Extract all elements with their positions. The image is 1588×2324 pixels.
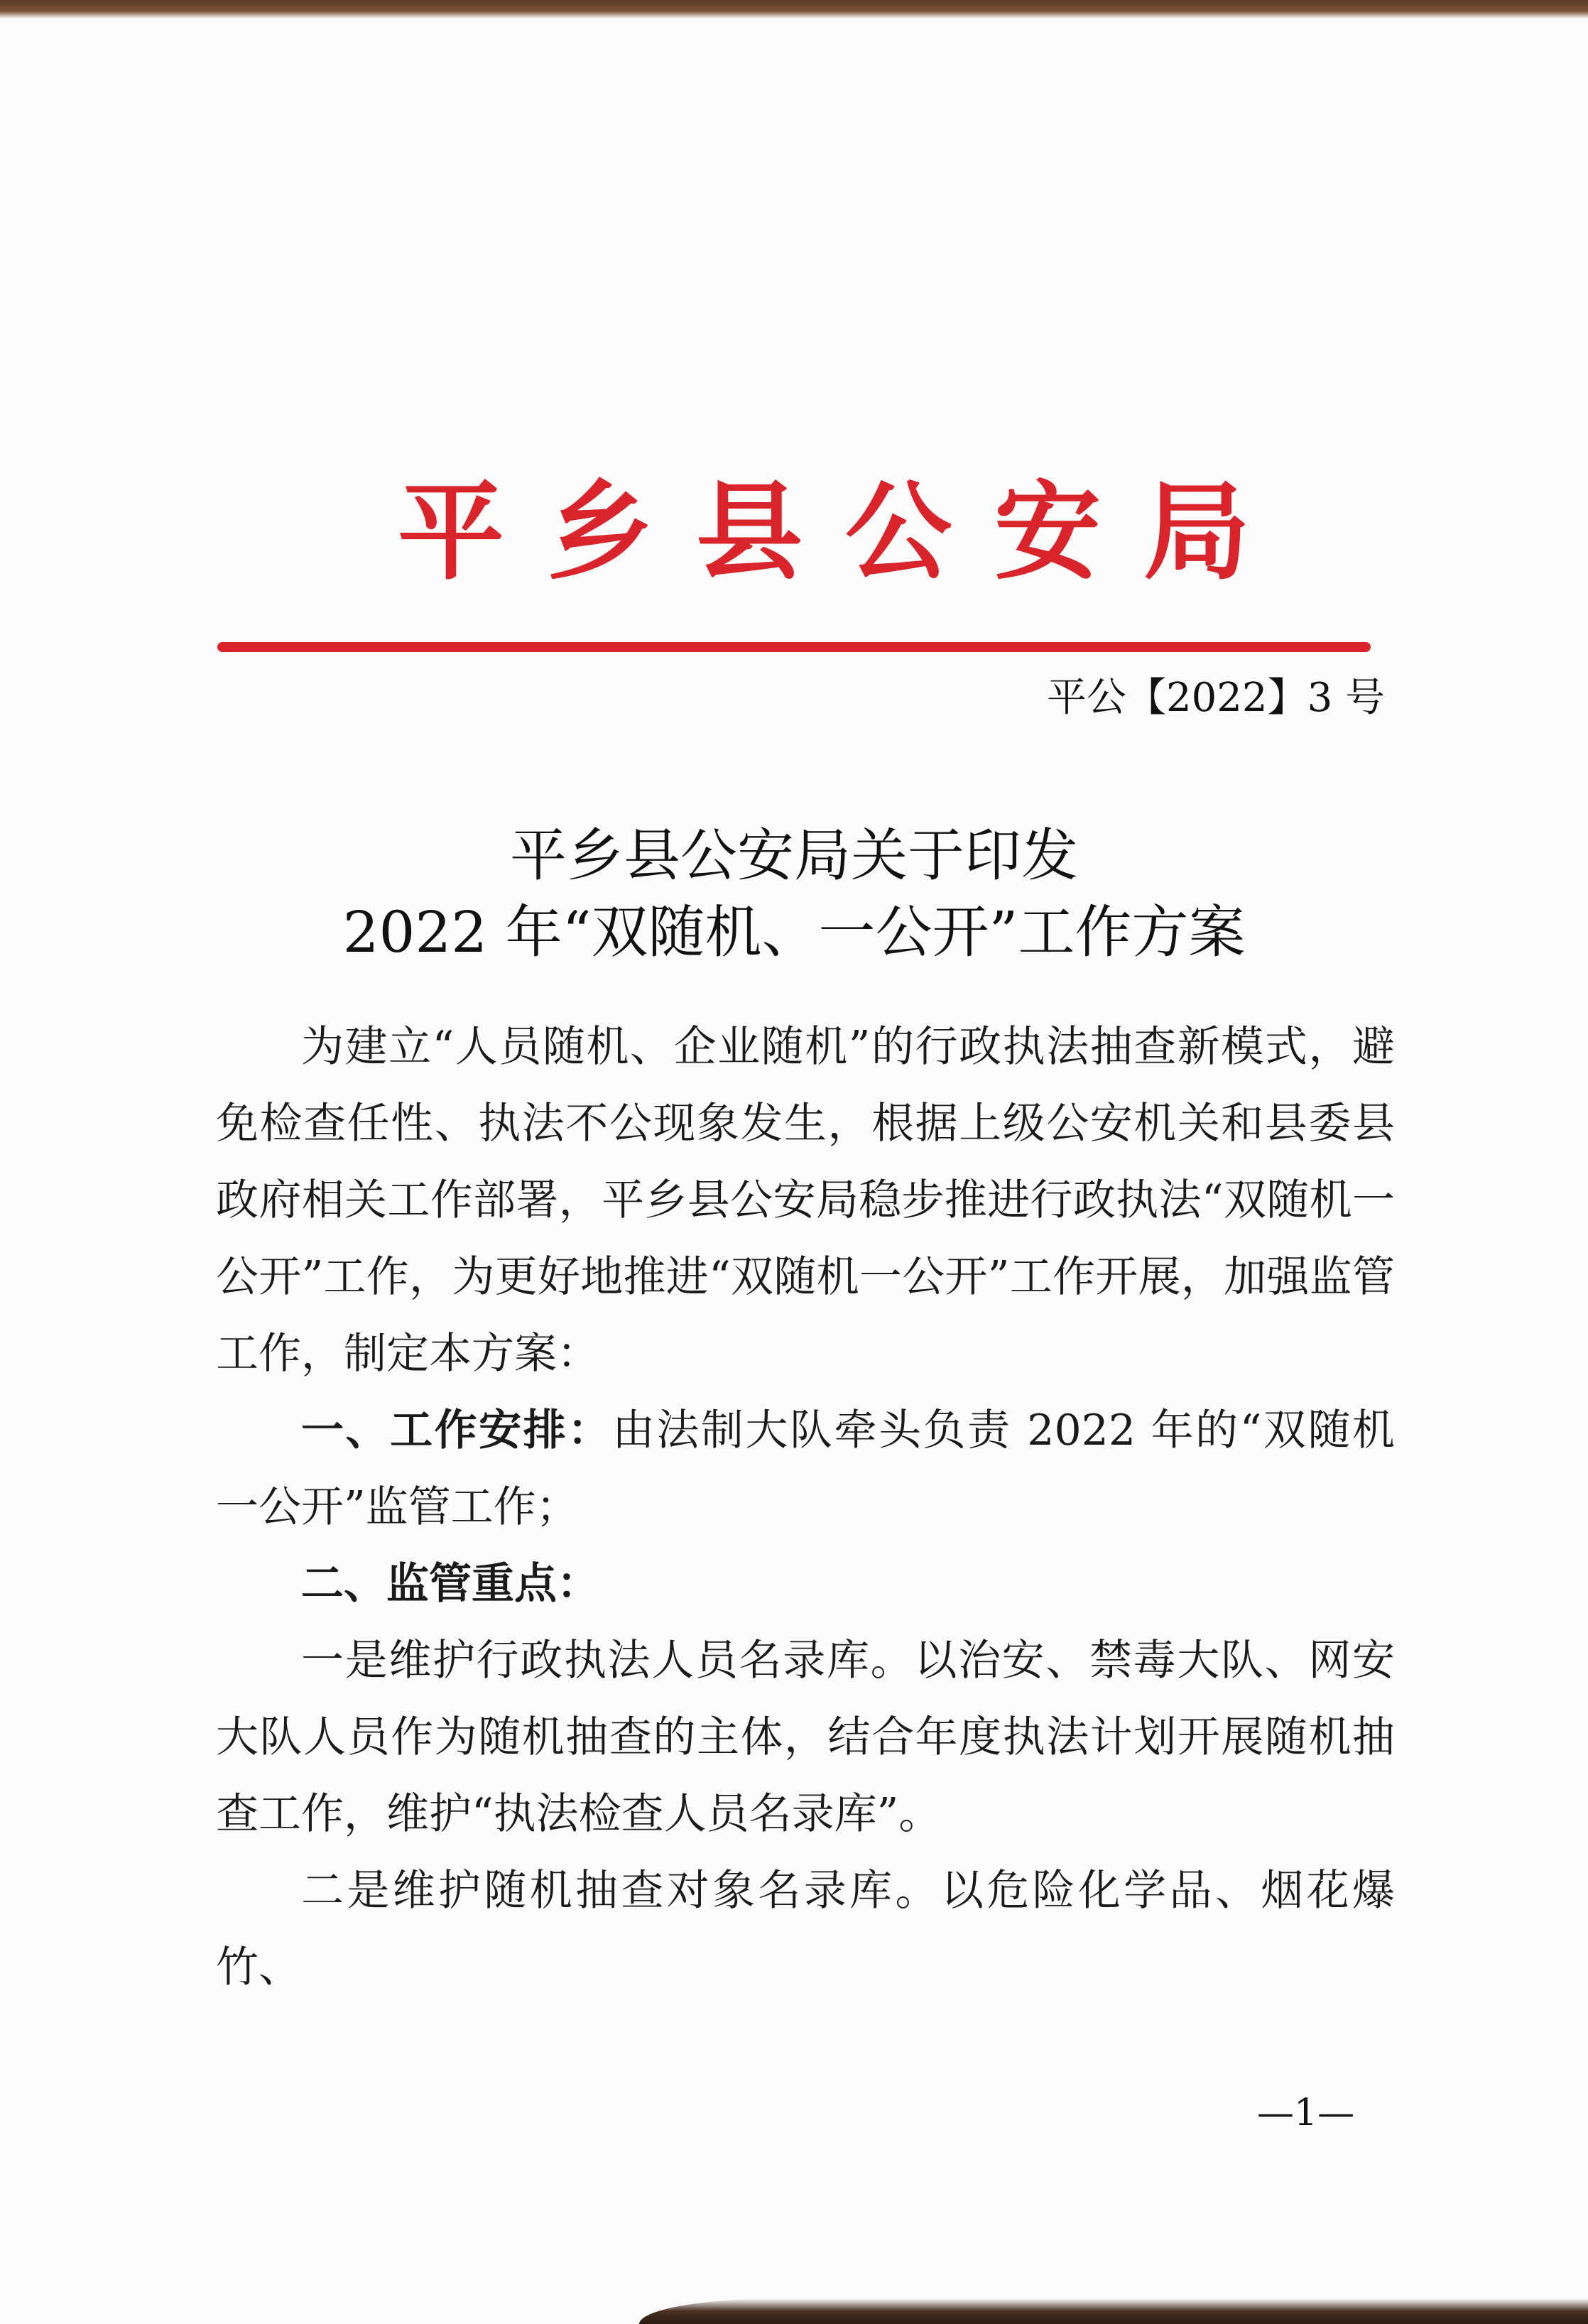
document-number: 平公【2022】3 号 [1047, 675, 1385, 721]
paper-bottom-edge [639, 2298, 1588, 2324]
document-title-line-1: 平乡县公安局关于印发 [510, 822, 1078, 889]
section-1-heading: 一、工作安排： [301, 1406, 612, 1455]
point-2-paragraph: 二是维护随机抽查对象名录库。以危险化学品、烟花爆竹、 [216, 1866, 1395, 1992]
document-body [216, 1009, 1395, 2006]
section-2-paragraph [216, 1546, 1395, 1622]
page-number: —1— [1257, 2092, 1355, 2134]
point-1-paragraph: 一是维护行政执法人员名录库。以治安、禁毒大队、网安大队人员作为随机抽查的主体，结合年度执法计划开展随机抽查工作，维护“执法检查人员名录库”。 [216, 1636, 1395, 1839]
intro-paragraph: 为建立“人员随机、企业随机”的行政执法抽查新模式，避免检查任性、执法不公现象发生，根据上级公安机关和县委县政府相关工作部署，平乡县公安局稳步推进行政执法“双随机一公开”工作，为更好地推进“双随机一公开”工作开展，加强监管工作，制定本方案： [216, 1022, 1395, 1379]
agency-letterhead: 平乡县公安局 [398, 471, 1293, 594]
document-title-line-2: 2022 年“双随机、一公开”工作方案 [342, 899, 1246, 965]
section-1-paragraph [216, 1392, 1395, 1546]
red-divider-line [217, 642, 1371, 652]
paper-top-edge [0, 0, 1588, 18]
section-1-text: 由法制大队牵头负责 2022 年的“双随机一公开”监管工作； [216, 1406, 1396, 1532]
section-2-heading: 二、监管重点： [301, 1559, 599, 1609]
